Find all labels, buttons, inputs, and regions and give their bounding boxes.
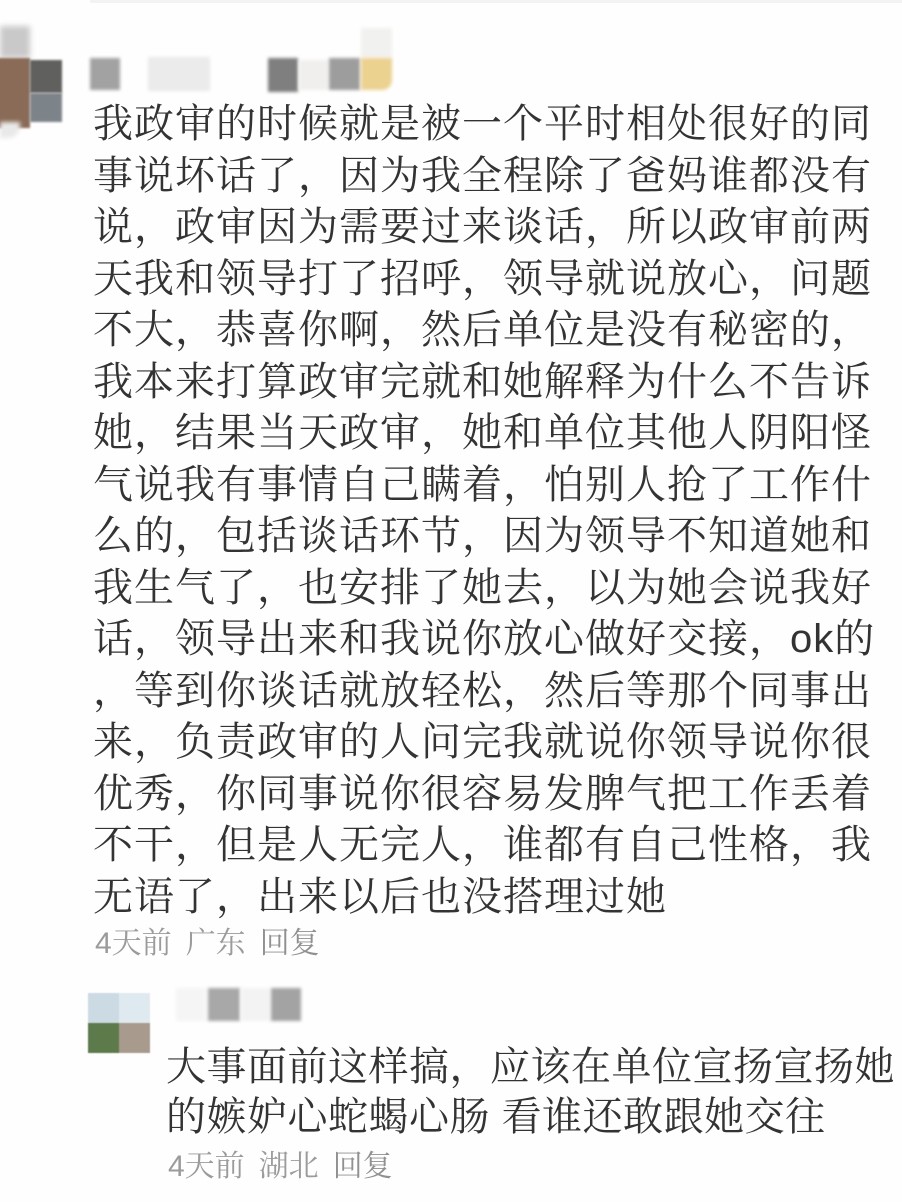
- avatar-pixel: [119, 1023, 150, 1053]
- author-badge-icon: [361, 58, 392, 90]
- comment-text: 我政审的时候就是被一个平时相处很好的同事说坏话了，因为我全程除了爸妈谁都没有说，政审因为需要过来谈话，所以政审前两天我和领导打了招呼，领导就说放心，问题不大，恭喜你啊，然后单位是没有秘密的，我本来打算政审完就和她解释为什么不告诉她，结果当天政审，她和单位其他人阴阳怪气说我有事情自己瞒着，怕别人抢了工作什么的，包括谈话环节，因为领导不知道她和我生气了，也安排了她去，以为她会说我好话，领导出来和我说你放心做好交接，ok的，等到你谈话就放轻松，然后等那个同事出来，负责政审的人问完我就说你领导说你很优秀，你同事说你很容易发脾气把工作丢着不干，但是人无完人，谁都有自己性格，我无语了，出来以后也没搭理过她: [93, 102, 876, 919]
- avatar-pixel: [88, 1023, 119, 1053]
- comment-text: 大事面前这样搞，应该在单位宣扬宣扬她的嫉妒心蛇蝎心肠 看谁还敢跟她交往: [166, 1045, 895, 1139]
- username-blur-block: [208, 988, 240, 1021]
- username-blur-block: [241, 988, 270, 1021]
- username-blur-block: [176, 988, 206, 1021]
- username-blur-block: [271, 988, 301, 1021]
- reply-button[interactable]: 回复: [332, 1150, 393, 1183]
- timestamp: 4天前: [168, 1150, 245, 1183]
- location-label: 广东: [185, 927, 246, 960]
- avatar-pixel: [0, 122, 20, 138]
- avatar-pixel: [119, 993, 150, 1023]
- avatar-pixel: [0, 26, 30, 58]
- username-blur-block: [361, 28, 392, 58]
- timestamp: 4天前: [95, 927, 172, 960]
- comment-meta: [168, 1148, 393, 1186]
- comment-meta: [95, 925, 320, 963]
- avatar-pixel: [88, 993, 119, 1023]
- username-blur-block: [90, 58, 120, 90]
- avatar-pixel: [30, 93, 62, 122]
- username-blur-block: [329, 58, 360, 90]
- avatar[interactable]: [88, 993, 150, 1053]
- username-blur-block: [148, 57, 210, 91]
- username-blur-block: [299, 60, 328, 90]
- location-label: 湖北: [258, 1150, 319, 1183]
- reply-button[interactable]: 回复: [259, 927, 320, 960]
- username-blur-block: [268, 58, 298, 92]
- avatar-pixel: [0, 58, 30, 128]
- avatar-pixel: [30, 60, 62, 93]
- top-divider: [90, 0, 902, 3]
